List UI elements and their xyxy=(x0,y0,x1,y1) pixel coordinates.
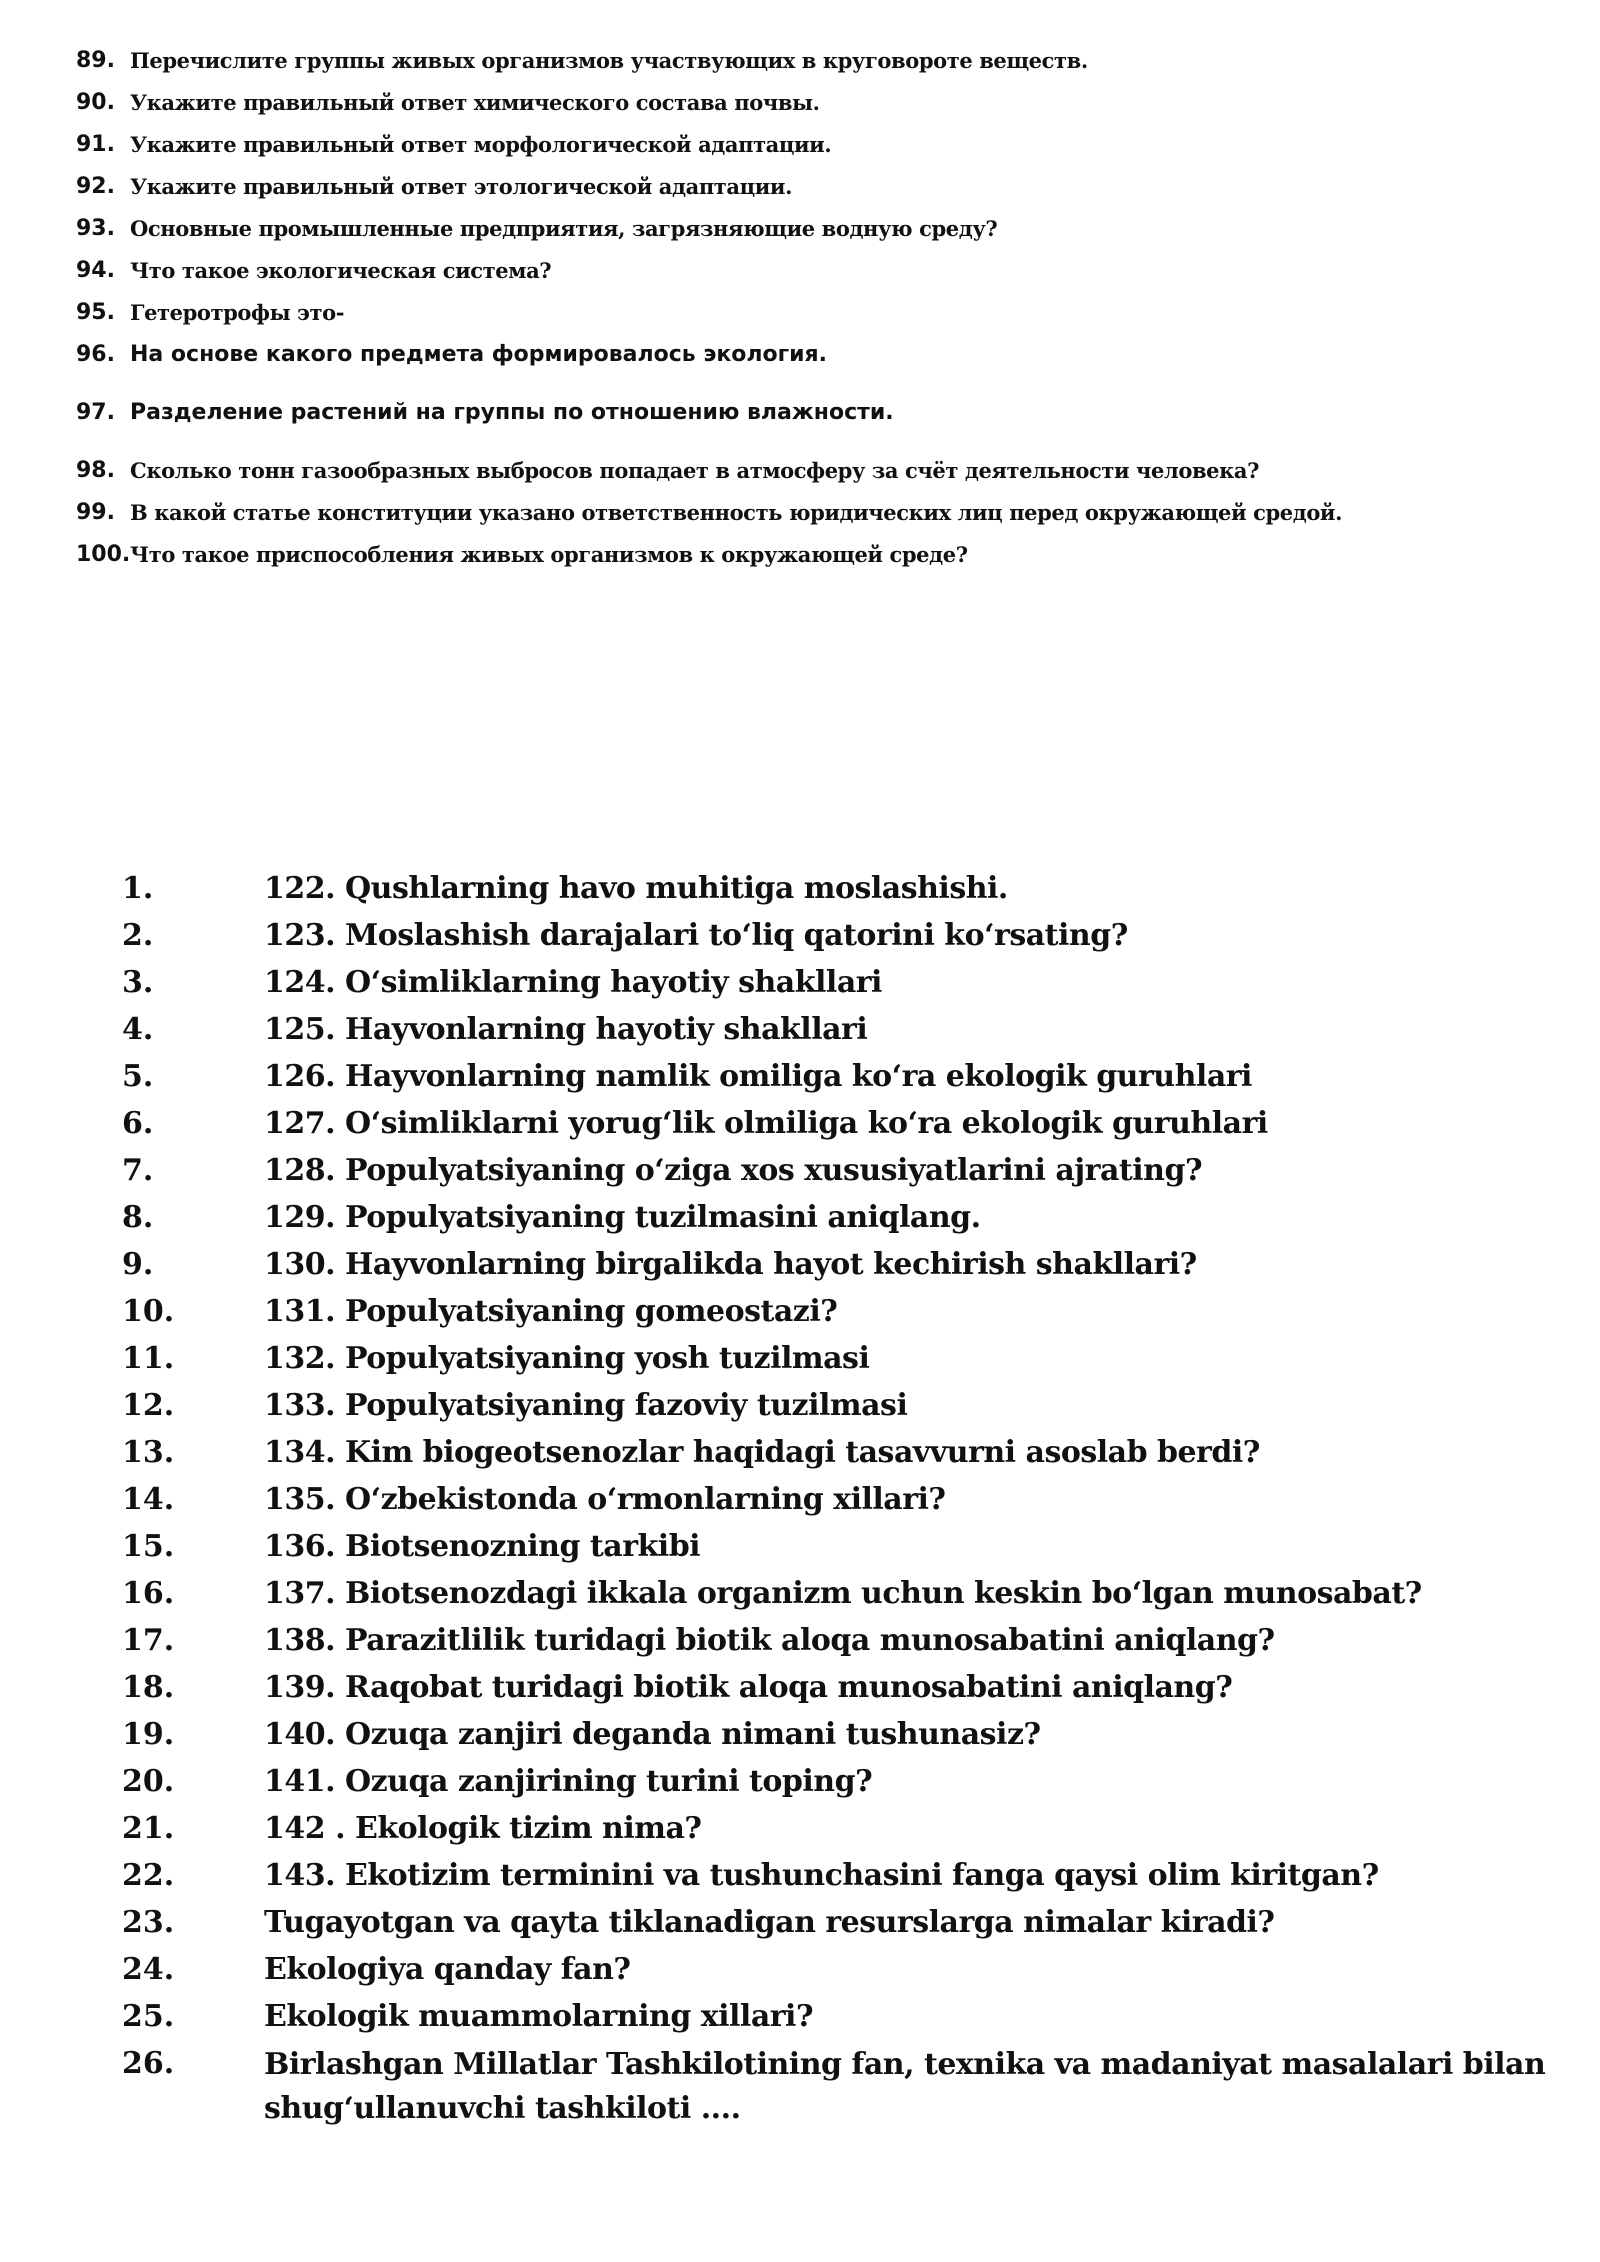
item-number: 23. xyxy=(122,1905,175,1940)
item-text: Укажите правильный ответ этологической адаптации. xyxy=(130,174,792,199)
item-number: 95. xyxy=(76,300,115,325)
item-number: 93. xyxy=(76,216,115,241)
item-text: 132. Populyatsiyaning yosh tuzilmasi xyxy=(264,1341,870,1376)
list-item xyxy=(122,1197,1562,1244)
item-number: 7. xyxy=(122,1153,154,1188)
item-number: 16. xyxy=(122,1576,175,1611)
list-item xyxy=(122,1150,1562,1197)
item-text: Укажите правильный ответ химического состава почвы. xyxy=(130,90,820,115)
list-item xyxy=(76,454,1556,496)
item-text: Birlashgan Millatlar Tashkilotining fan, texnika va madaniyat masalalari bilan shug‘ullanuvchi tashkiloti .... xyxy=(264,2047,1546,2126)
item-number: 22. xyxy=(122,1858,175,1893)
item-number: 13. xyxy=(122,1435,175,1470)
item-text: Укажите правильный ответ морфологической адаптации. xyxy=(130,132,832,157)
item-number: 92. xyxy=(76,174,115,199)
list-item xyxy=(122,1009,1562,1056)
item-number: 100. xyxy=(76,542,131,567)
item-text: 136. Biotsenozning tarkibi xyxy=(264,1529,701,1564)
item-text: 123. Moslashish darajalari to‘liq qatorini ko‘rsating? xyxy=(264,918,1128,953)
list-item xyxy=(122,1996,1562,2043)
item-text: Сколько тонн газообразных выбросов попадает в атмосферу за счёт деятельности человека? xyxy=(130,458,1260,483)
item-text: На основе какого предмета формировалось экология. xyxy=(130,342,828,367)
item-number: 6. xyxy=(122,1106,154,1141)
item-number: 12. xyxy=(122,1388,175,1423)
list-item xyxy=(122,1385,1562,1432)
item-text: Ekologik muammolarning xillari? xyxy=(264,1999,814,2034)
item-text: Разделение растений на группы по отношению влажности. xyxy=(130,400,894,425)
list-item xyxy=(122,1479,1562,1526)
item-text: 141. Ozuqa zanjirining turini toping? xyxy=(264,1764,873,1799)
list-item xyxy=(122,1573,1562,1620)
list-item xyxy=(76,396,1556,438)
item-text: 127. O‘simliklarni yorug‘lik olmiliga ko‘ra ekologik guruhlari xyxy=(264,1106,1268,1141)
list-item xyxy=(122,1714,1562,1761)
item-number: 8. xyxy=(122,1200,154,1235)
list-item xyxy=(122,1526,1562,1573)
list-item xyxy=(122,962,1562,1009)
item-number: 19. xyxy=(122,1717,175,1752)
item-text: 128. Populyatsiyaning o‘ziga xos xususiyatlarini ajrating? xyxy=(264,1153,1203,1188)
item-text: Гетеротрофы это- xyxy=(130,300,345,325)
item-text: Tugayotgan va qayta tiklanadigan resurslarga nimalar kiradi? xyxy=(264,1905,1275,1940)
list-item xyxy=(122,1338,1562,1385)
list-item xyxy=(122,1103,1562,1150)
list-item xyxy=(76,296,1556,338)
item-number: 1. xyxy=(122,871,154,906)
item-number: 91. xyxy=(76,132,115,157)
list-item xyxy=(76,254,1556,296)
list-item xyxy=(122,868,1562,915)
list-item xyxy=(122,1291,1562,1338)
item-text: 129. Populyatsiyaning tuzilmasini aniqlang. xyxy=(264,1200,981,1235)
list-item xyxy=(76,170,1556,212)
list-item xyxy=(122,1855,1562,1902)
item-number: 15. xyxy=(122,1529,175,1564)
item-number: 99. xyxy=(76,500,115,525)
item-number: 25. xyxy=(122,1999,175,2034)
list-item xyxy=(122,1949,1562,1996)
item-text: 140. Ozuqa zanjiri deganda nimani tushunasiz? xyxy=(264,1717,1041,1752)
item-number: 21. xyxy=(122,1811,175,1846)
item-text: Перечислите группы живых организмов участвующих в круговороте веществ. xyxy=(130,48,1088,73)
item-text: 130. Hayvonlarning birgalikda hayot kechirish shakllari? xyxy=(264,1247,1197,1282)
item-number: 10. xyxy=(122,1294,175,1329)
item-number: 89. xyxy=(76,48,115,73)
list-item xyxy=(122,2043,1562,2135)
list-item xyxy=(122,915,1562,962)
item-number: 5. xyxy=(122,1059,154,1094)
item-number: 3. xyxy=(122,965,154,1000)
item-text: 139. Raqobat turidagi biotik aloqa munosabatini aniqlang? xyxy=(264,1670,1233,1705)
item-number: 94. xyxy=(76,258,115,283)
item-text: Ekologiya qanday fan? xyxy=(264,1952,631,1987)
list-item xyxy=(122,1244,1562,1291)
russian-question-list xyxy=(76,44,1556,580)
list-item xyxy=(122,1902,1562,1949)
item-number: 14. xyxy=(122,1482,175,1517)
item-number: 90. xyxy=(76,90,115,115)
item-number: 24. xyxy=(122,1952,175,1987)
list-item xyxy=(76,44,1556,86)
item-text: 131. Populyatsiyaning gomeostazi? xyxy=(264,1294,838,1329)
item-text: 137. Biotsenozdagi ikkala organizm uchun keskin bo‘lgan munosabat? xyxy=(264,1576,1422,1611)
item-number: 11. xyxy=(122,1341,175,1376)
list-item xyxy=(122,1808,1562,1855)
list-item xyxy=(122,1620,1562,1667)
item-text: В какой статье конституции указано ответственность юридических лиц перед окружающей средой. xyxy=(130,500,1343,525)
item-text: Что такое экологическая система? xyxy=(130,258,552,283)
list-item xyxy=(122,1056,1562,1103)
list-item xyxy=(122,1667,1562,1714)
item-number: 17. xyxy=(122,1623,175,1658)
item-text: 135. O‘zbekistonda o‘rmonlarning xillari? xyxy=(264,1482,946,1517)
item-text: Что такое приспособления живых организмов к окружающей среде? xyxy=(130,542,968,567)
item-number: 20. xyxy=(122,1764,175,1799)
item-number: 96. xyxy=(76,342,115,367)
item-number: 4. xyxy=(122,1012,154,1047)
item-number: 97. xyxy=(76,400,115,425)
item-number: 26. xyxy=(122,2046,175,2081)
item-text: 126. Hayvonlarning namlik omiliga ko‘ra ekologik guruhlari xyxy=(264,1059,1252,1094)
item-text: Основные промышленные предприятия, загрязняющие водную среду? xyxy=(130,216,998,241)
item-number: 98. xyxy=(76,458,115,483)
uzbek-question-list xyxy=(122,868,1562,2135)
list-item xyxy=(76,338,1556,380)
item-text: 122. Qushlarning havo muhitiga moslashishi. xyxy=(264,871,1008,906)
item-text: 124. O‘simliklarning hayotiy shakllari xyxy=(264,965,882,1000)
item-number: 18. xyxy=(122,1670,175,1705)
item-text: 138. Parazitlilik turidagi biotik aloqa munosabatini aniqlang? xyxy=(264,1623,1275,1658)
item-text: 142 . Ekologik tizim nima? xyxy=(264,1811,702,1846)
list-item xyxy=(76,496,1556,538)
list-item xyxy=(76,538,1556,580)
item-text: 143. Ekotizim terminini va tushunchasini fanga qaysi olim kiritgan? xyxy=(264,1858,1379,1893)
list-item xyxy=(122,1432,1562,1479)
item-text: 125. Hayvonlarning hayotiy shakllari xyxy=(264,1012,868,1047)
list-item xyxy=(76,86,1556,128)
item-number: 9. xyxy=(122,1247,154,1282)
item-text: 133. Populyatsiyaning fazoviy tuzilmasi xyxy=(264,1388,908,1423)
item-number: 2. xyxy=(122,918,154,953)
item-text: 134. Kim biogeotsenozlar haqidagi tasavvurni asoslab berdi? xyxy=(264,1435,1260,1470)
list-item xyxy=(76,128,1556,170)
list-item xyxy=(122,1761,1562,1808)
list-item xyxy=(76,212,1556,254)
